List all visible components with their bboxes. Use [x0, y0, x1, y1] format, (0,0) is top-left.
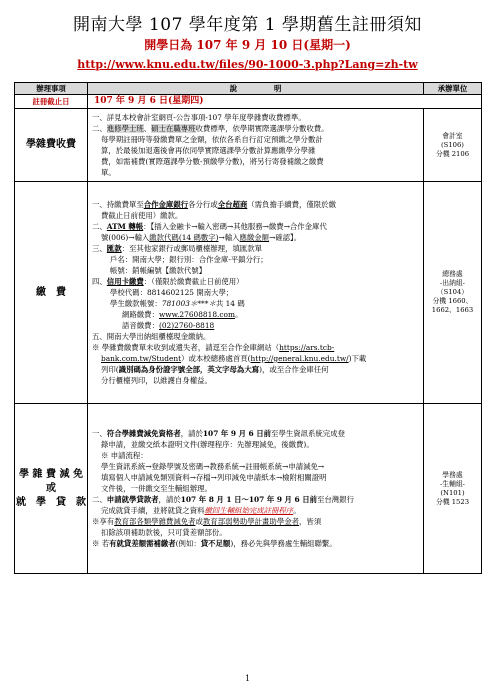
- list-item: 號(006)→輸入繳款代碼(14 碼數字)→輸入應繳金額→確認】。: [101, 233, 302, 242]
- list-item: 文件後，一併繳交至生輔組辦理。: [101, 484, 212, 493]
- semester-start-date: 開學日為 107 年 9 月 10 日(星期一): [144, 38, 351, 52]
- page-number: 1: [244, 674, 251, 683]
- list-item: 扣除該項補助款後，只可貸差額部份。: [101, 528, 227, 537]
- tuition-label: 學雜費收費: [15, 109, 88, 182]
- loan-description: [88, 404, 424, 574]
- reference-link[interactable]: http://www.knu.edu.tw/files/90-1000-3.php?Lang=zh-tw: [77, 58, 418, 71]
- general-affairs-link[interactable]: http://general.knu.edu.tw/: [250, 354, 349, 363]
- list-item: 錄申請，並繳交紙本證明文件(辦理程序：先辦理減免，後繳費)。: [101, 440, 314, 449]
- payment-unit: 總務處 -出納組- （S104） 分機 1660、 1662、1663: [424, 182, 482, 404]
- list-item: 二、申請就學貸款者，請於107 年 8 月 1 日～107 年 9 月 6 日前至台灣銀行: [92, 495, 354, 504]
- list-item: ※ 申請流程：: [101, 451, 148, 460]
- table-row-tuition: [15, 109, 482, 182]
- list-item: 學生繳款帳號：781003＊***＊共 14 碼: [110, 299, 245, 308]
- list-item: 學校代碼：8814602125 開南大學；: [110, 288, 234, 297]
- payment-label: 繳 費: [15, 182, 88, 404]
- highlight-program: 碩士在職專班: [151, 124, 196, 133]
- loan-label: 學 雜 費 減 免 或 就 學 貸 款: [15, 404, 88, 574]
- list-item: 每學期註冊時等發繳費單之金額，依依各系自行訂定預繳之學分數計: [101, 135, 323, 144]
- list-item: 五、開南大學出納組櫃檯現金繳納。: [92, 332, 211, 341]
- tuition-unit: 會計室 (S106) 分機 2106: [424, 109, 482, 182]
- table-row-deadline: [15, 95, 482, 109]
- list-item: 費，如需補費(實際選課學分數-預繳學分數)，將另行寄發補繳之繳費: [101, 157, 324, 166]
- list-item: 二、進修學士班、碩士在職專班收費標準，依學期實際選課學分數收費。: [92, 124, 329, 133]
- list-item: 一、持繳費單至合作金庫銀行各分行或全台超商（需負擔手續費，僅限於繳: [92, 200, 336, 209]
- list-item: 一、詳見本校會計室網頁-公告事項-107 學年度學雜費收費標準。: [92, 113, 306, 122]
- payment-description: [88, 182, 424, 404]
- tuition-description: [88, 109, 424, 182]
- list-item: 學生資訊系統→登錄學號及密碼→教務系統→註冊帳系統→申請減免→: [101, 462, 325, 471]
- list-item: 填寫個人申請減免類別資料→存檔→列印減免申請紙本→檢附相關證明: [101, 473, 327, 482]
- header-description: 說 明: [88, 83, 424, 95]
- list-item: 四、信用卡繳費：（僅限於繳費截止日前使用）: [92, 277, 244, 286]
- tcb-link[interactable]: bank.com.tw/Student: [101, 354, 182, 363]
- list-item: 列印(識別碼為身份證字號全部，英文字母為大寫)，或至合作金庫任何: [101, 365, 329, 374]
- list-item: ※ 學雜費繳費單未收到或遺失者，請逕至合作金庫網站（https://ars.tcb-: [92, 343, 335, 352]
- list-item: 語音繳費：(02)2760-8818: [122, 321, 215, 330]
- registration-table: [14, 82, 482, 574]
- list-item: 戶名：開南大學；銀行別：合作金庫-平鎮分行；: [110, 255, 268, 264]
- loan-unit: 學務處 -生輔組- (N101) 分機 1523: [424, 404, 482, 574]
- list-item: 完成就貸手續，並將就貸之資料繳回生輔組始完成註冊程序。: [101, 506, 301, 515]
- list-item: 算，於最後加退選後會再依同學實際選課學分數計算應繳學分學雜: [101, 146, 316, 155]
- deadline-date: 107 年 9 月 6 日(星期四): [88, 95, 482, 109]
- table-header-row: [15, 83, 482, 95]
- list-item: 費截止日前使用）繳款。: [101, 211, 183, 220]
- list-item: bank.com.tw/Student）或本校總務處首頁(http://general.knu.edu.tw/)下載: [101, 354, 367, 363]
- table-row-payment: [15, 182, 482, 404]
- list-item: 網路繳費：www.27608818.com。: [122, 310, 243, 319]
- header-item: 辦理事項: [15, 83, 88, 95]
- tcb-link[interactable]: https://ars.tcb-: [279, 343, 335, 352]
- list-item: 三、匯款：至其他家銀行或郵局櫃檯辦理，填匯款單: [92, 244, 263, 253]
- list-item: 一、符合學雜費減免資格者，請於107 年 9 月 6 日前至學生資訊系統完成登: [92, 429, 345, 438]
- header-unit: 承辦單位: [424, 83, 482, 95]
- online-payment-link[interactable]: www.27608818.com: [158, 310, 235, 319]
- list-item: ※ 若有就貸差額需補繳者(例如：貸不足額)，務必先與學務處生輔組聯繫。: [92, 539, 337, 548]
- list-item: 分行櫃檯列印，以維護自身權益。: [101, 376, 212, 385]
- list-item: ※享有教育部各類學雜費減免者或教育部弱勢助學計畫助學金者，皆須: [92, 517, 322, 526]
- table-row-loan: [15, 404, 482, 574]
- highlight-program: 進修學士班: [106, 124, 144, 133]
- document-title: 開南大學 107 學年度第 1 學期舊生註冊須知: [73, 15, 422, 35]
- list-item: 帳號：銷帳編號【繳款代號】: [110, 266, 207, 275]
- deadline-label: 註冊截止日: [15, 95, 88, 109]
- list-item: 二、ATM 轉帳：【插入金融卡→輸入密碼→其他服務→繳費→合作金庫代: [92, 222, 327, 231]
- list-item: 單。: [101, 168, 116, 177]
